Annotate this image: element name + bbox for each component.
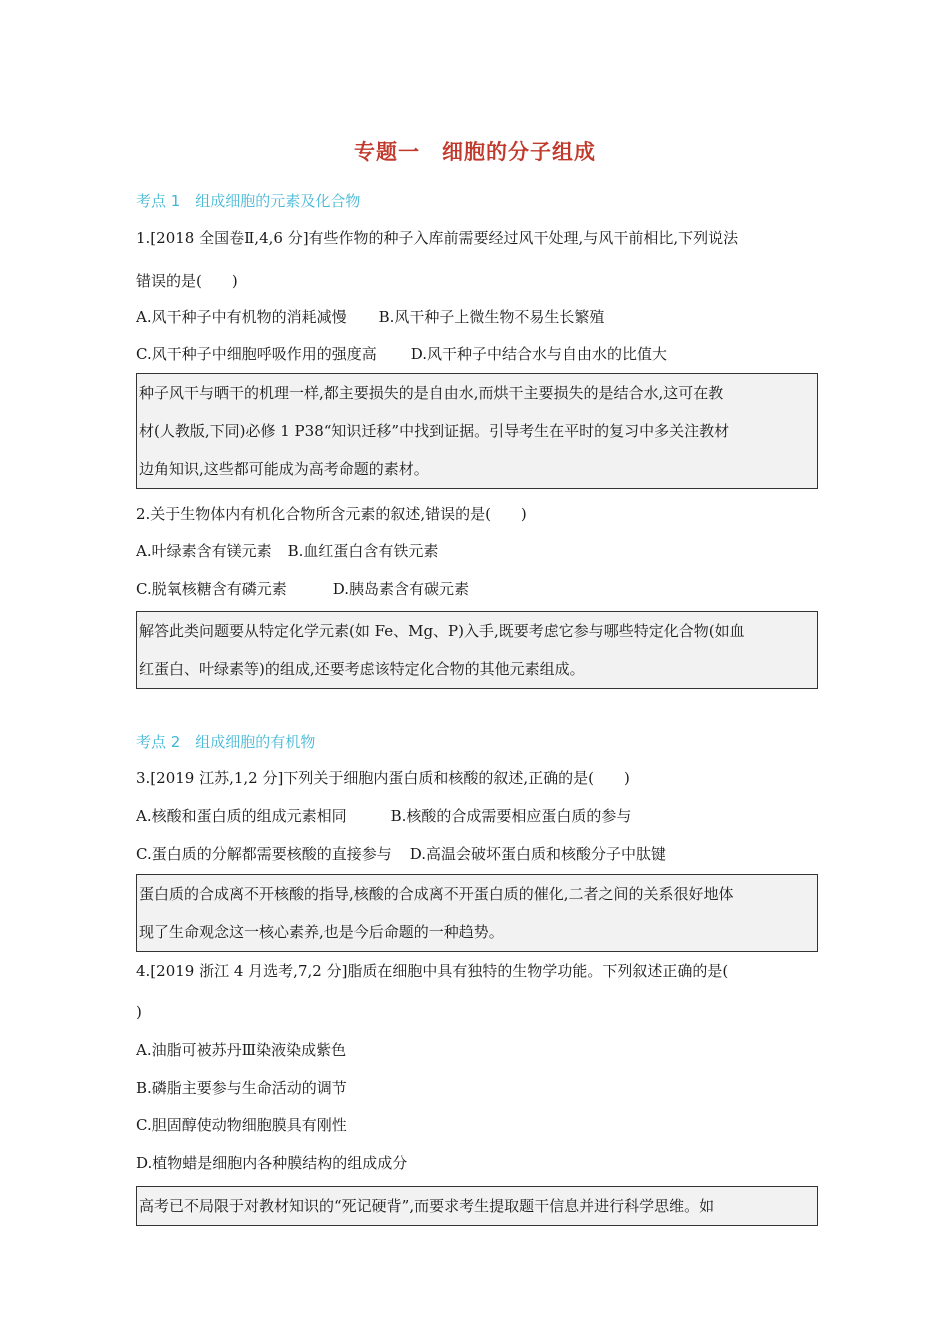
question-3-option-d: D.高温会破坏蛋白质和核酸分子中肽键 (409, 845, 666, 863)
question-1-note-line-3: 边角知识,这些都可能成为高考命题的素材。 (139, 460, 429, 478)
question-3-note-line-1: 蛋白质的合成离不开核酸的指导,核酸的合成离不开蛋白质的催化,二者之间的关系很好地体 (139, 885, 734, 903)
question-1-option-b: B.风干种子上微生物不易生长繁殖 (378, 308, 605, 326)
question-1-option-d: D.风干种子中结合水与自由水的比值大 (410, 345, 667, 363)
question-1-note-box (136, 373, 818, 489)
section-heading-1: 考点 1 组成细胞的元素及化合物 (136, 192, 361, 210)
question-1-note-line-1: 种子风干与晒干的机理一样,都主要损失的是自由水,而烘干主要损失的是结合水,这可在教 (139, 384, 724, 402)
question-4-stem-line-1: 4.[2019 浙江 4 月选考,7,2 分]脂质在细胞中具有独特的生物学功能。下列叙述正确的是( (136, 962, 729, 980)
question-1-option-a: A.风干种子中有机物的消耗减慢 (136, 308, 347, 326)
question-3-option-c: C.蛋白质的分解都需要核酸的直接参与 (136, 845, 392, 863)
question-4-option-c: C.胆固醇使动物细胞膜具有刚性 (136, 1116, 347, 1134)
question-3-note-line-2: 现了生命观念这一核心素养,也是今后命题的一种趋势。 (139, 923, 504, 941)
question-4-note-line-1: 高考已不局限于对教材知识的“死记硬背”,而要求考生提取题干信息并进行科学思维。如 (139, 1197, 715, 1215)
question-3-option-b: B.核酸的合成需要相应蛋白质的参与 (390, 807, 632, 825)
question-2-note-line-2: 红蛋白、叶绿素等)的组成,还要考虑该特定化合物的其他元素组成。 (139, 660, 585, 678)
question-4-option-b: B.磷脂主要参与生命活动的调节 (136, 1079, 347, 1097)
question-4-option-a: A.油脂可被苏丹Ⅲ染液染成紫色 (136, 1041, 347, 1059)
question-1-stem-line-2: 错误的是( ) (136, 272, 238, 290)
question-2-option-b: B.血红蛋白含有铁元素 (287, 542, 439, 560)
question-3-options-row-2 (136, 844, 816, 864)
question-1-note-line-2: 材(人教版,下同)必修 1 P38“知识迁移”中找到证据。引导考生在平时的复习中多关注教材 (139, 422, 730, 440)
question-2-stem: 2.关于生物体内有机化合物所含元素的叙述,错误的是( ) (136, 505, 527, 523)
question-1-stem-line-1: 1.[2018 全国卷Ⅱ,4,6 分]有些作物的种子入库前需要经过风干处理,与风干前相比,下列说法 (136, 229, 739, 247)
question-2-option-d: D.胰岛素含有碳元素 (332, 580, 469, 598)
question-3-option-a: A.核酸和蛋白质的组成元素相同 (136, 807, 347, 825)
question-2-note-box (136, 611, 818, 689)
question-4-note-box (136, 1186, 818, 1226)
question-4-stem-line-2: ) (136, 1003, 142, 1021)
section-heading-2: 考点 2 组成细胞的有机物 (136, 733, 316, 751)
question-4-option-d: D.植物蜡是细胞内各种膜结构的组成成分 (136, 1154, 408, 1172)
question-3-stem: 3.[2019 江苏,1,2 分]下列关于细胞内蛋白质和核酸的叙述,正确的是( ) (136, 769, 630, 787)
question-2-option-a: A.叶绿素含有镁元素 (136, 542, 272, 560)
question-3-note-box (136, 874, 818, 952)
question-1-options-row-1 (136, 307, 816, 327)
question-1-options-row-2 (136, 344, 816, 364)
page-title: 专题一 细胞的分子组成 (354, 140, 596, 164)
question-2-options-row-1 (136, 541, 816, 561)
question-2-note-line-1: 解答此类问题要从特定化学元素(如 Fe、Mg、P)入手,既要考虑它参与哪些特定化合物(如血 (139, 622, 745, 640)
question-3-options-row-1 (136, 806, 816, 826)
question-2-option-c: C.脱氧核糖含有磷元素 (136, 580, 287, 598)
question-1-option-c: C.风干种子中细胞呼吸作用的强度高 (136, 345, 377, 363)
question-2-options-row-2 (136, 579, 816, 599)
